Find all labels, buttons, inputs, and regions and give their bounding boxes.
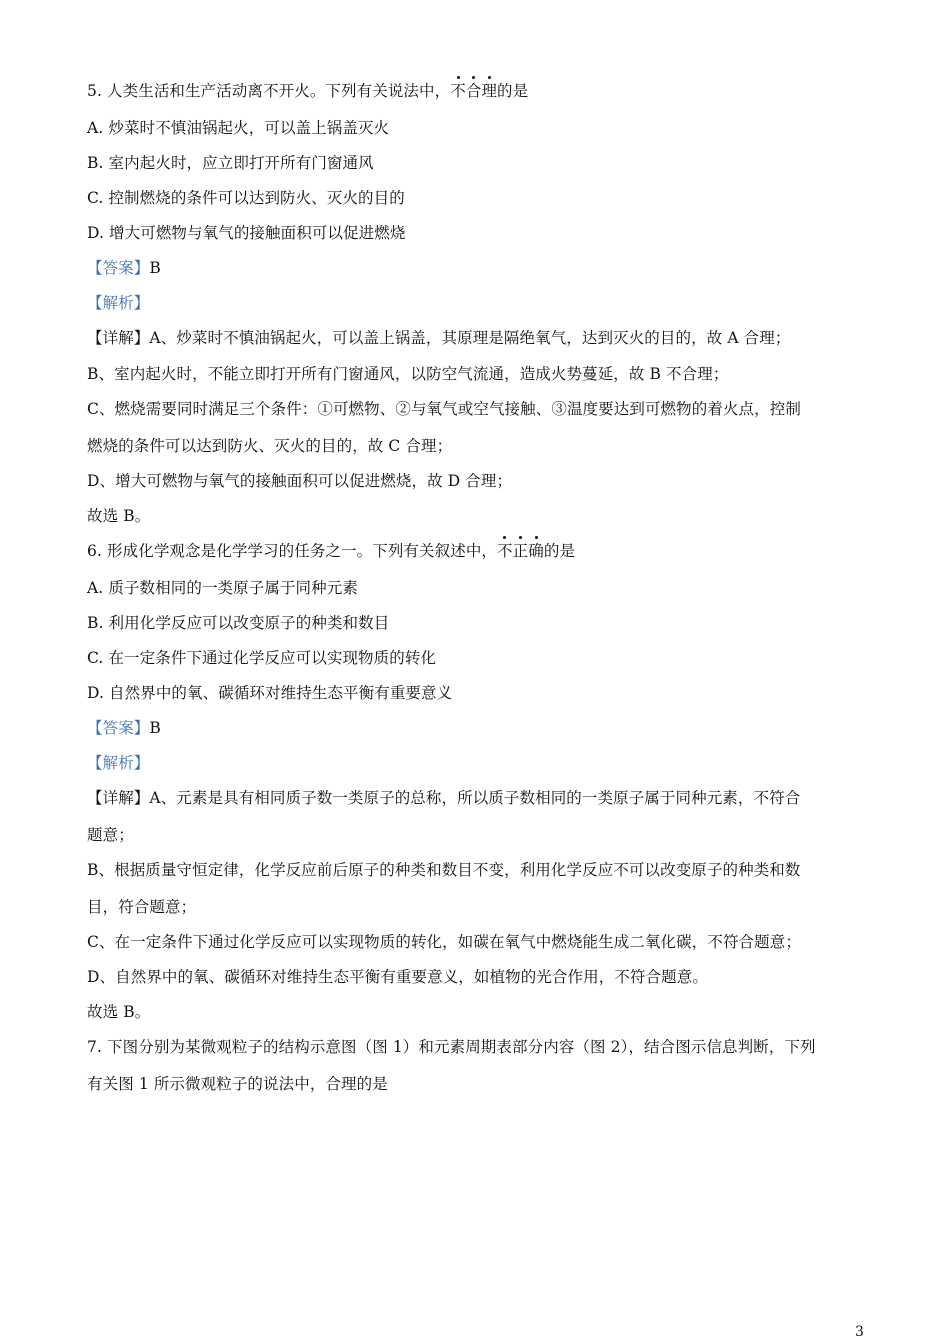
q6-option-c: C. 在一定条件下通过化学反应可以实现物质的转化 [87, 649, 437, 667]
q5-detail-line: C、燃烧需要同时满足三个条件：①可燃物、②与氧气或空气接触、③温度要达到可燃物的着火点，控制 [87, 400, 801, 418]
q6-stem: 6. 形成化学观念是化学学习的任务之一。下列有关叙述中，不正确的是 [87, 542, 576, 560]
q5-detail-line: 燃烧的条件可以达到防火、灭火的目的，故 C 合理； [87, 437, 453, 455]
q6-option-a: A. 质子数相同的一类原子属于同种元素 [87, 579, 358, 597]
emphasis-char: 理 [481, 82, 498, 100]
q5-option-c: C. 控制燃烧的条件可以达到防火、灭火的目的 [87, 189, 405, 207]
q6-conclusion: 故选 B。 [87, 1003, 151, 1021]
q6-detail-line: C、在一定条件下通过化学反应可以实现物质的转化，如碳在氧气中燃烧能生成二氧化碳，不符合题意； [87, 933, 801, 951]
page-number: 3 [855, 1324, 864, 1340]
emphasis-char: 确 [528, 542, 544, 560]
q6-analysis-tag: 【解析】 [87, 754, 150, 772]
detail-tag: 【详解】 [87, 789, 150, 807]
emphasis-char: 不 [497, 542, 513, 560]
detail-tag: 【详解】 [87, 329, 150, 347]
q5-option-b: B. 室内起火时，应立即打开所有门窗通风 [87, 154, 374, 172]
q5-answer [87, 258, 877, 278]
q6-detail-line: 目，符合题意； [87, 898, 197, 916]
q5-conclusion: 故选 B。 [87, 507, 151, 525]
q5-detail-line: D、增大可燃物与氧气的接触面积可以促进燃烧，故 D 合理； [87, 472, 513, 490]
q5-stem: 5. 人类生活和生产活动离不开火。下列有关说法中，不合理的是 [87, 82, 529, 100]
emphasis-char: 不 [450, 82, 466, 100]
answer-value: B [149, 719, 161, 737]
q5-option-d: D. 增大可燃物与氧气的接触面积可以促进燃烧 [87, 224, 406, 242]
answer-value: B [149, 259, 161, 277]
q6-detail-line: B、根据质量守恒定律，化学反应前后原子的种类和数目不变，利用化学反应不可以改变原子的种类和数 [87, 861, 801, 879]
emphasis-char: 正 [512, 542, 529, 560]
q7-stem-line: 有关图 1 所示微观粒子的说法中，合理的是 [87, 1075, 388, 1093]
q6-option-b: B. 利用化学反应可以改变原子的种类和数目 [87, 614, 390, 632]
q6-detail-line: 【详解】A、元素是具有相同质子数一类原子的总称，所以质子数相同的一类原子属于同种元素，不符合 [87, 789, 801, 807]
q5-option-a: A. 炒菜时不慎油锅起火，可以盖上锅盖灭火 [87, 119, 390, 137]
q5-detail-line: 【详解】A、炒菜时不慎油锅起火，可以盖上锅盖，其原理是隔绝氧气，达到灭火的目的，故 A 合理； [87, 329, 791, 347]
q6-detail-line: 题意； [87, 826, 134, 844]
answer-tag: 【答案】 [87, 719, 150, 737]
q7-stem-line: 7. 下图分别为某微观粒子的结构示意图（图 1）和元素周期表部分内容（图 2），结合图示信息判断，下列 [87, 1038, 816, 1056]
emphasis-char: 合 [465, 82, 482, 100]
q6-detail-line: D、自然界中的氧、碳循环对维持生态平衡有重要意义，如植物的光合作用，不符合题意。 [87, 968, 708, 986]
q6-option-d: D. 自然界中的氧、碳循环对维持生态平衡有重要意义 [87, 684, 453, 702]
q5-detail-line: B、室内起火时，不能立即打开所有门窗通风，以防空气流通，造成火势蔓延，故 B 不合理； [87, 365, 729, 383]
q5-analysis-tag: 【解析】 [87, 294, 150, 312]
q6-answer [87, 718, 877, 738]
answer-tag: 【答案】 [87, 259, 150, 277]
